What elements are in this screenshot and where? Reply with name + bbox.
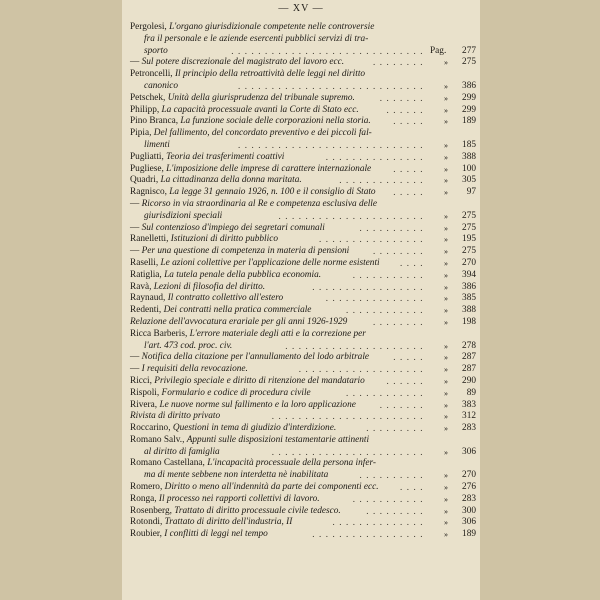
page-number: 283 [462, 493, 476, 504]
entry-title: L'organo giurisdizionale competente nelle controversie [169, 22, 375, 32]
ditto-mark: » [444, 400, 448, 410]
leader-dots: ..................... [285, 340, 427, 351]
entry-author: Rosenberg, [130, 505, 175, 516]
entry-text [144, 46, 168, 58]
ditto-mark: » [444, 365, 448, 375]
entry-text [130, 164, 371, 176]
page-number: 388 [462, 305, 476, 316]
entry-author: Ravà, [130, 281, 154, 292]
leader-dots: .......... [359, 470, 427, 481]
entry-text [130, 529, 268, 541]
index-line [130, 447, 476, 459]
index-line [130, 69, 476, 81]
ditto-mark: » [444, 211, 448, 221]
entry-title: Il contratto collettivo all'estero [167, 293, 284, 304]
ditto-mark: » [444, 518, 448, 528]
entry-author: Pugliatti, [130, 151, 167, 162]
ditto-mark: » [444, 81, 448, 91]
entry-title: Istituzioni di diritto pubblico [170, 234, 278, 245]
page-number: 198 [462, 316, 476, 327]
entry-title: Ricorso in via straordinaria al Re e competenza esclusiva delle [141, 198, 378, 209]
entry-author: Ronga, [130, 493, 159, 504]
entry-text [130, 234, 278, 246]
entry-title: sporto [144, 45, 168, 56]
index-line [130, 482, 476, 494]
index-line [130, 364, 476, 376]
leader-dots: ......... [366, 423, 427, 434]
entry-author: Philipp, [130, 104, 162, 115]
index-line [130, 46, 476, 58]
ditto-mark: » [444, 294, 448, 304]
ditto-mark: » [444, 447, 448, 457]
entry-title: Il principio della retroattività delle leggi nel diritto [174, 69, 366, 80]
page-number: 306 [462, 517, 476, 528]
ditto-mark: » [444, 424, 448, 434]
page-number: 270 [462, 470, 476, 481]
index-line [130, 246, 476, 258]
ditto-mark: » [444, 188, 448, 198]
ditto-mark: » [444, 105, 448, 115]
entry-title: Trattato di diritto processuale civile tedesco. [174, 505, 341, 516]
entry-author: Raynaud, [130, 293, 168, 304]
ditto-mark: » [444, 353, 448, 363]
entry-title: al diritto di famiglia [144, 446, 220, 457]
entry-text [130, 22, 374, 34]
page-number: 89 [466, 387, 476, 398]
index-line [130, 494, 476, 506]
entry-text [130, 494, 320, 506]
index-line [130, 105, 476, 117]
index-line [130, 34, 476, 46]
index-line [130, 435, 476, 447]
entry-text [130, 400, 356, 412]
leader-dots: ............................ [238, 80, 427, 91]
leader-dots: ..... [393, 116, 427, 127]
entry-title: Trattato di diritto dell'industria, II [164, 517, 293, 528]
entry-author: Ricci, [130, 375, 155, 386]
leader-dots: ..... [393, 352, 427, 363]
leader-dots: .............. [332, 517, 427, 528]
entry-title: ma di mente sebbene non interdetta nè inabilitata [144, 470, 329, 481]
entry-title: Teoria dei trasferimenti coattivi [166, 151, 285, 162]
entry-author: Rivera, [130, 399, 160, 410]
index-line [130, 140, 476, 152]
entry-author: Romero, [130, 482, 165, 493]
entry-title: Le nuove norme sul fallimento e la loro applicazione [159, 399, 356, 410]
page-number: 189 [462, 116, 476, 127]
ditto-mark: » [444, 152, 448, 162]
index-line [130, 57, 476, 69]
index-line [130, 199, 476, 211]
index-line [130, 411, 476, 423]
page-number: 275 [462, 210, 476, 221]
index-line [130, 423, 476, 435]
ditto-mark: » [444, 223, 448, 233]
entry-text [130, 305, 311, 317]
ditto-mark: » [444, 388, 448, 398]
leader-dots: ........ [373, 246, 427, 257]
entry-text [130, 329, 366, 341]
ditto-mark: » [444, 270, 448, 280]
page-label: Pag. [430, 45, 447, 56]
leader-dots: ............................. [231, 45, 427, 56]
page-number: 290 [462, 375, 476, 386]
page-number: 305 [462, 175, 476, 186]
entry-text [144, 470, 328, 482]
entry-title: canonico [144, 80, 179, 91]
index-line [130, 517, 476, 529]
ditto-mark: » [444, 235, 448, 245]
entry-author: Ricca Barberis, [130, 328, 190, 339]
page-number: 275 [462, 246, 476, 257]
entry-author: Pugliese, [130, 163, 167, 174]
entry-text [130, 69, 365, 81]
leader-dots: ..... [393, 187, 427, 198]
entry-author: — [130, 222, 142, 233]
entry-title: La tutela penale della pubblica economia. [164, 269, 322, 280]
index-line [130, 305, 476, 317]
page-number: 388 [462, 151, 476, 162]
index-line [130, 81, 476, 93]
entry-title: La funzione sociale delle corporazioni nella storia. [180, 116, 371, 127]
entry-author: Roccarino, [130, 423, 173, 434]
entry-text [130, 199, 377, 211]
entry-text [130, 293, 283, 305]
index-line [130, 529, 476, 541]
index-line [130, 128, 476, 140]
ditto-mark: » [444, 306, 448, 316]
entry-text [144, 140, 170, 152]
entry-text [144, 81, 178, 93]
entry-title: La cittadinanza della donna maritata. [160, 175, 302, 186]
page-number: 270 [462, 257, 476, 268]
leader-dots: ....... [379, 399, 427, 410]
page-number: 306 [462, 446, 476, 457]
entry-author: — [130, 198, 142, 209]
entry-title: I conflitti di leggi nel tempo [164, 529, 268, 540]
page-number: 97 [466, 187, 476, 198]
index-line [130, 329, 476, 341]
entry-title: La capacità processuale avanti la Corte di Stato ecc. [161, 104, 359, 115]
page-number: 189 [462, 529, 476, 540]
entry-text [130, 388, 311, 400]
index-line [130, 211, 476, 223]
index-line [130, 164, 476, 176]
entry-title: L'imposizione delle imprese di carattere internazionale [166, 163, 372, 174]
entry-text [130, 423, 336, 435]
entry-author: Rotondi, [130, 517, 165, 528]
entry-author: Petschek, [130, 92, 168, 103]
entry-author: Ranelletti, [130, 234, 171, 245]
entry-author: Rispoli, [130, 387, 162, 398]
page-number: 277 [462, 45, 476, 56]
entry-author: — [130, 352, 142, 363]
entry-author: Pergolesi, [130, 22, 170, 32]
ditto-mark: » [444, 258, 448, 268]
entry-text [130, 517, 292, 529]
ditto-mark: » [444, 176, 448, 186]
entry-title: L'errore materiale degli atti e la correzione per [189, 328, 366, 339]
page-number: 383 [462, 399, 476, 410]
ditto-mark: » [444, 494, 448, 504]
leader-dots: ................. [312, 281, 427, 292]
leader-dots: ................ [319, 234, 427, 245]
entry-text [130, 317, 347, 329]
index-line [130, 293, 476, 305]
index-line [130, 175, 476, 187]
ditto-mark: » [444, 93, 448, 103]
entry-author: Pino Branca, [130, 116, 181, 127]
leader-dots: ............... [325, 151, 427, 162]
ditto-mark: » [444, 282, 448, 292]
entry-author: Ratiglia, [130, 269, 165, 280]
entry-author: — [130, 364, 142, 375]
leader-dots: ...... [386, 104, 427, 115]
entry-author: Pipia, [130, 128, 154, 139]
leader-dots: ........... [352, 493, 427, 504]
entry-title: Diritto o meno all'indennità da parte dei componenti ecc. [164, 482, 379, 493]
index-line [130, 187, 476, 199]
leader-dots: ............ [346, 305, 427, 316]
index-line [130, 116, 476, 128]
entry-text [130, 482, 379, 494]
entry-author: — [130, 246, 142, 257]
entry-title: Relazione dell'avvocatura erariale per gli anni 1926-1929 [130, 316, 348, 327]
page-number: 312 [462, 411, 476, 422]
entry-text [144, 34, 368, 46]
entry-author: — [130, 57, 142, 68]
entry-text [130, 105, 359, 117]
leader-dots: ............. [339, 175, 427, 186]
leader-dots: ............... [325, 293, 427, 304]
leader-dots: ............ [346, 387, 427, 398]
entry-author: Petroncelli, [130, 69, 175, 80]
entry-text [130, 352, 369, 364]
ditto-mark: » [444, 58, 448, 68]
index-line [130, 258, 476, 270]
entry-text [130, 93, 355, 105]
index-line [130, 152, 476, 164]
leader-dots: ................. [312, 529, 427, 540]
page-number: 276 [462, 482, 476, 493]
entry-title: fra il personale e le aziende esercenti pubblici servizi di tra- [144, 33, 369, 44]
entry-text [130, 458, 376, 470]
ditto-mark: » [444, 140, 448, 150]
ditto-mark: » [444, 412, 448, 422]
entry-title: giurisdizioni speciali [144, 210, 223, 221]
index-line [130, 341, 476, 353]
entry-title: Sul contenzioso d'impiego dei segretari comunali [141, 222, 325, 233]
page-number: 299 [462, 92, 476, 103]
entry-text [130, 175, 302, 187]
entry-author: Redenti, [130, 305, 164, 316]
entry-text [144, 447, 220, 459]
ditto-mark: » [444, 247, 448, 257]
ditto-mark: » [444, 483, 448, 493]
entry-title: Per una questione di competenza in materia di pensioni [141, 246, 350, 257]
leader-dots: ............................ [238, 139, 427, 150]
entry-author: Romano Salv., [130, 434, 187, 445]
leader-dots: .......... [359, 222, 427, 233]
entry-text [130, 270, 321, 282]
leader-dots: ........ [373, 316, 427, 327]
entry-text [130, 435, 369, 447]
entry-title: Unità della giurisprudenza del tribunale supremo. [167, 92, 355, 103]
leader-dots: ....... [379, 92, 427, 103]
page-number: 299 [462, 104, 476, 115]
entry-text [130, 187, 376, 199]
index-line [130, 317, 476, 329]
leader-dots: ....................... [271, 411, 427, 422]
entry-author: Ragnisco, [130, 187, 170, 198]
ditto-mark: » [444, 341, 448, 351]
index-line [130, 458, 476, 470]
entry-title: Questioni in tema di giudizio d'interdizione. [172, 423, 337, 434]
entry-text [130, 152, 284, 164]
index-line [130, 234, 476, 246]
page-number: 287 [462, 352, 476, 363]
index-line [130, 270, 476, 282]
index-line [130, 282, 476, 294]
entry-title: Sul potere discrezionale del magistrato del lavoro ecc. [141, 57, 345, 68]
index-line [130, 376, 476, 388]
entry-title: Notifica della citazione per l'annullamento del lodo arbitrale [141, 352, 370, 363]
entry-author: Romano Castellana, [130, 458, 208, 469]
entry-text [130, 411, 220, 423]
entry-title: Dei contratti nella pratica commerciale [163, 305, 312, 316]
page-number: 300 [462, 505, 476, 516]
leader-dots: ......... [366, 505, 427, 516]
entry-text [130, 116, 371, 128]
index-entries [130, 22, 476, 541]
entry-title: Il processo nei rapporti collettivi di lavoro. [158, 493, 320, 504]
ditto-mark: » [444, 506, 448, 516]
leader-dots: ..... [393, 163, 427, 174]
leader-dots: ................... [298, 364, 427, 375]
page-number: 394 [462, 269, 476, 280]
ditto-mark: » [444, 376, 448, 386]
entry-text [130, 506, 341, 518]
leader-dots: ........... [352, 269, 427, 280]
ditto-mark: » [444, 317, 448, 327]
index-line [130, 506, 476, 518]
entry-title: Formulario e codice di procedura civile [161, 387, 311, 398]
entry-title: L'incapacità processuale della persona infer- [207, 458, 376, 469]
leader-dots: ........ [373, 57, 427, 68]
entry-text [130, 258, 380, 270]
entry-author: Roubier, [130, 529, 165, 540]
entry-title: I requisiti della revocazione. [141, 364, 248, 375]
index-line [130, 388, 476, 400]
ditto-mark: » [444, 471, 448, 481]
index-line [130, 352, 476, 364]
index-line [130, 22, 476, 34]
entry-author: Quadri, [130, 175, 161, 186]
entry-title: Rivista di diritto privato [130, 411, 221, 422]
page-number: 275 [462, 57, 476, 68]
entry-title: Appunti sulle disposizioni testamentarie attinenti [186, 434, 370, 445]
leader-dots: .... [400, 257, 427, 268]
entry-title: Lezioni di filosofia del diritto. [153, 281, 266, 292]
ditto-mark: » [444, 117, 448, 127]
leader-dots: ...... [386, 375, 427, 386]
leader-dots: ....................... [271, 446, 427, 457]
entry-author: Raselli, [130, 257, 161, 268]
entry-text [130, 128, 372, 140]
page-number: 275 [462, 222, 476, 233]
entry-text [130, 364, 248, 376]
entry-text [130, 282, 265, 294]
index-line [130, 400, 476, 412]
ditto-mark: » [444, 164, 448, 174]
page-header: — XV — [278, 3, 324, 14]
index-line [130, 223, 476, 235]
page-number: 283 [462, 423, 476, 434]
page-number: 385 [462, 293, 476, 304]
entry-text [130, 57, 344, 69]
entry-title: Privilegio speciale e diritto di ritenzione del mandatario [154, 375, 365, 386]
index-line [130, 470, 476, 482]
page-number: 287 [462, 364, 476, 375]
page-number: 386 [462, 281, 476, 292]
leader-dots: ...................... [278, 210, 427, 221]
entry-title: Le azioni collettive per l'applicazione delle norme esistenti [160, 257, 380, 268]
entry-text [130, 376, 365, 388]
leader-dots: .... [400, 482, 427, 493]
entry-text [144, 341, 232, 353]
entry-title: Del fallimento, del concordato preventivo e dei piccoli fal- [153, 128, 372, 139]
entry-text [144, 211, 222, 223]
page-number: 386 [462, 80, 476, 91]
page-number: 278 [462, 340, 476, 351]
entry-text [130, 246, 349, 258]
entry-title: La legge 31 gennaio 1926, n. 100 e il consiglio di Stato [169, 187, 376, 198]
ditto-mark: » [444, 530, 448, 540]
page-number: 100 [462, 163, 476, 174]
entry-text [130, 223, 325, 235]
entry-title: l'art. 473 cod. proc. civ. [144, 340, 233, 351]
page-number: 195 [462, 234, 476, 245]
index-line [130, 93, 476, 105]
entry-title: limenti [144, 139, 170, 150]
page-number: 185 [462, 139, 476, 150]
